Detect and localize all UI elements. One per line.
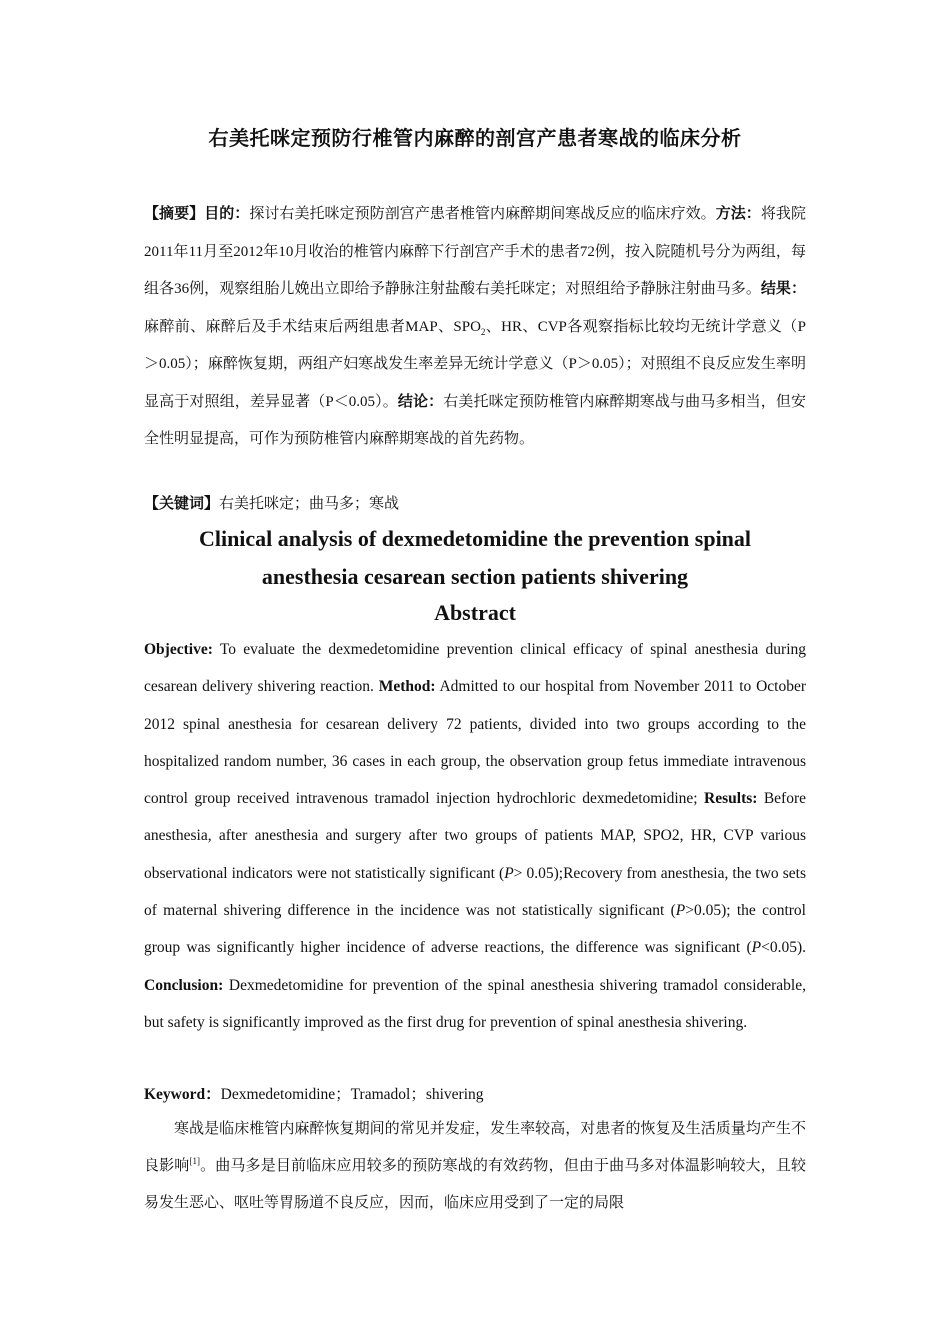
- results-label-cn: 结果：: [760, 281, 806, 297]
- body-text-b: 。曲马多是目前临床应用较多的预防寒战的有效药物，但由于曲马多对体温影响较大，且较易发生恶心、呕吐等胃肠道不良反应，因而，临床应用受到了一定的局限: [144, 1158, 806, 1211]
- english-abstract: [144, 631, 806, 1041]
- results-text-en-c: >0.05); the control group was significantly higher incidence of adverse reactions, the difference was significant (: [144, 902, 806, 957]
- method-text-en: Admitted to our hospital from November 2011 to October 2012 spinal anesthesia for cesarean delivery 72 patients, divided into two groups according to the hospitalized random number, 36 cases in each group, the observation group fetus immediate intravenous control group received intravenous tramadol injection hydrochloric dexmedetomidine;: [144, 678, 806, 808]
- conclusion-label-en: Conclusion:: [144, 976, 224, 994]
- method-label-en: Method:: [378, 678, 436, 696]
- chinese-abstract: [144, 196, 806, 459]
- p-value-symbol: P: [504, 864, 514, 882]
- abstract-heading: Abstract: [434, 600, 516, 625]
- english-keywords: [144, 1080, 806, 1110]
- objective-text-en: To evaluate the dexmedetomidine prevention clinical efficacy of spinal anesthesia during cesarean delivery shivering reaction.: [144, 641, 806, 696]
- method-label-cn: 方法：: [715, 206, 761, 222]
- body-paragraph: [144, 1111, 806, 1222]
- p-value-symbol: P: [751, 939, 762, 957]
- chinese-keywords: [144, 489, 806, 519]
- objective-text-cn: 探讨右美托咪定预防剖宫产患者椎管内麻醉期间寒战反应的临床疗效。: [249, 206, 716, 222]
- results-label-en: Results:: [704, 790, 758, 808]
- abstract-label-cn: 【摘要】: [144, 206, 205, 222]
- results-text-cn-b: 、HR、CVP各观察指标比较均无统计学意义（P＞0.05）；麻醉恢复期，两组产妇寒战发生率差异无统计学意义（P＞0.05）；对照组不良反应发生率明显高于对照组，差异显著（P＜0.05）。: [144, 318, 806, 410]
- conclusion-text-en: Dexmedetomidine for prevention of the spinal anesthesia shivering tramadol considerable, but safety is significantly improved as the first drug for prevention of spinal anesthesia shivering.: [144, 976, 806, 1031]
- results-text-en-d: <0.05).: [761, 939, 806, 957]
- english-title: Clinical analysis of dexmedetomidine the prevention spinal anesthesia cesarean section patients shivering: [198, 526, 752, 589]
- results-text-en-a: Before anesthesia, after anesthesia and surgery after two groups of patients MAP, SPO2, HR, CVP various observational indicators were not statistically significant (: [144, 790, 807, 882]
- results-text-cn-a: 麻醉前、麻醉后及手术结束后两组患者MAP、SPO: [144, 318, 481, 335]
- method-text-cn: 将我院2011年11月至2012年10月收治的椎管内麻醉下行剖宫产手术的患者72例，按入院随机号分为两组，每组各36例，观察组胎儿娩出立即给予静脉注射盐酸右美托咪定；对照组给予静脉注射曲马多。: [144, 206, 806, 297]
- keywords-label-cn: 【关键词】: [144, 496, 220, 512]
- results-subscript: 2: [480, 326, 486, 337]
- body-text-a: 寒战是临床椎管内麻醉恢复期间的常见并发症，发生率较高，对患者的恢复及生活质量均产生不良影响: [144, 1121, 806, 1174]
- conclusion-label-cn: 结论：: [397, 393, 444, 410]
- keywords-text-cn: 右美托咪定；曲马多；寒战: [219, 496, 400, 512]
- chinese-title: 右美托咪定预防行椎管内麻醉的剖宫产患者寒战的临床分析: [208, 128, 742, 150]
- objective-label-cn: 目的：: [204, 206, 250, 222]
- keywords-label-en: Keyword：: [144, 1086, 221, 1103]
- objective-label-en: Objective:: [144, 641, 213, 658]
- conclusion-text-cn: 右美托咪定预防椎管内麻醉期寒战与曲马多相当，但安全性明显提高，可作为预防椎管内麻醉期寒战的首先药物。: [144, 393, 806, 447]
- citation-ref[interactable]: [1]: [189, 1156, 200, 1166]
- results-text-en-b: > 0.05);Recovery from anesthesia, the two sets of maternal shivering difference in the incidence was not statistically significant (: [144, 864, 806, 920]
- keywords-text-en: Dexmedetomidine；Tramadol；shivering: [220, 1086, 484, 1103]
- p-value-symbol: P: [675, 902, 686, 920]
